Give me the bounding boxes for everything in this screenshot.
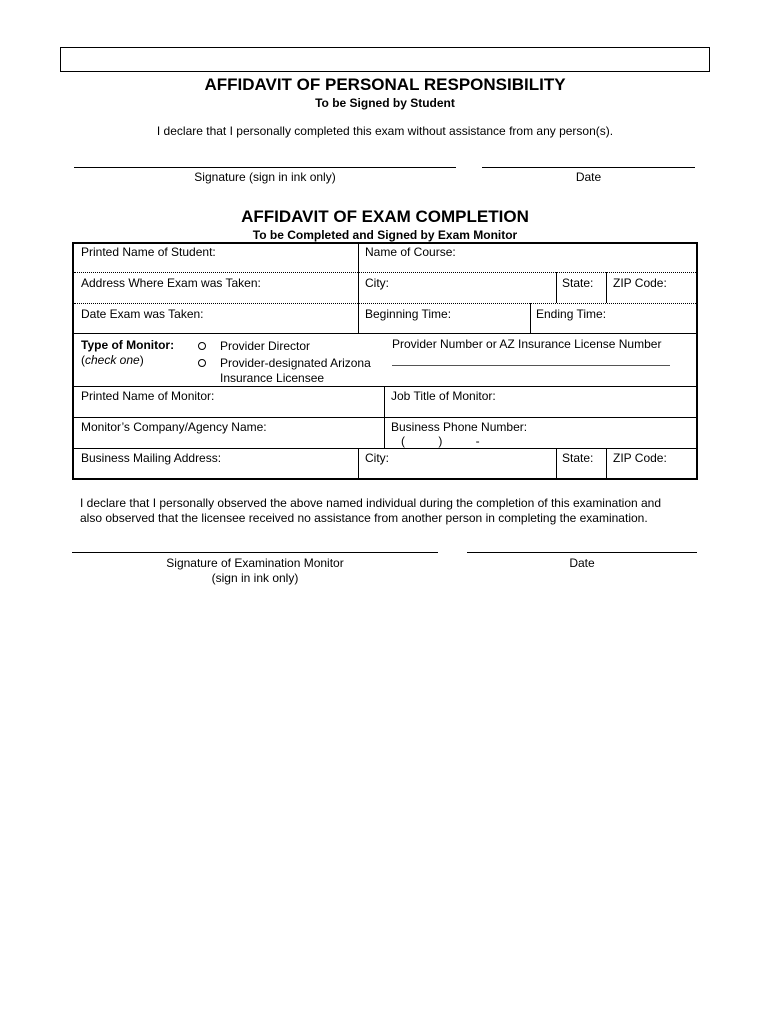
radio-provider-designated[interactable]	[198, 356, 206, 370]
student-date-label: Date	[575, 170, 602, 184]
column-divider	[606, 448, 607, 478]
monitor-declaration-line1: I declare that I personally observed the above named individual during the completion of this examination and	[80, 496, 662, 510]
city-label: City:	[365, 276, 389, 290]
address-exam-label: Address Where Exam was Taken:	[81, 276, 261, 290]
radio-circle-icon	[198, 342, 206, 350]
type-of-monitor-label: Type of Monitor:	[81, 338, 175, 352]
student-date-line[interactable]	[482, 167, 695, 168]
row-divider	[74, 417, 696, 418]
monitor-date-label: Date	[569, 556, 595, 570]
column-divider	[556, 272, 557, 303]
monitor-signature-line[interactable]	[72, 552, 438, 553]
header-box[interactable]	[60, 47, 710, 72]
row-divider	[74, 272, 696, 273]
affidavit-completion-title: AFFIDAVIT OF EXAM COMPLETION	[241, 207, 529, 226]
column-divider	[358, 448, 359, 478]
option-director-label: Provider Director	[220, 339, 311, 353]
phone-template[interactable]: ( ) -	[401, 434, 480, 448]
option-designated-label-2: Insurance Licensee	[220, 371, 325, 385]
job-title-label: Job Title of Monitor:	[391, 389, 496, 403]
row-divider	[74, 303, 696, 304]
monitor-signature-label: Signature of Examination Monitor	[166, 556, 344, 570]
monitor-declaration-line2: also observed that the licensee received no assistance from another person in completing the examination.	[80, 511, 648, 525]
state2-label: State:	[562, 451, 594, 465]
column-divider	[530, 303, 531, 333]
mailing-address-label: Business Mailing Address:	[81, 451, 222, 465]
monitor-date-line[interactable]	[467, 552, 697, 553]
exam-completion-table	[72, 242, 698, 480]
beginning-time-label: Beginning Time:	[365, 307, 452, 321]
column-divider	[384, 386, 385, 448]
zip2-label: ZIP Code:	[613, 451, 667, 465]
column-divider	[556, 448, 557, 478]
printed-name-student-label: Printed Name of Student:	[81, 245, 216, 259]
date-exam-label: Date Exam was Taken:	[81, 307, 204, 321]
city2-label: City:	[365, 451, 389, 465]
student-declaration: I declare that I personally completed this exam without assistance from any person(s).	[156, 124, 614, 138]
provider-number-label: Provider Number or AZ Insurance License Number	[392, 337, 662, 351]
printed-name-monitor-label: Printed Name of Monitor:	[81, 389, 215, 403]
monitor-signature-note: (sign in ink only)	[211, 571, 299, 585]
student-signature-line[interactable]	[74, 167, 456, 168]
zip-label: ZIP Code:	[613, 276, 667, 290]
check-one-note: (check one)	[81, 353, 144, 367]
state-label: State:	[562, 276, 594, 290]
check-one-text: check one	[85, 353, 140, 367]
row-divider	[74, 386, 696, 387]
business-phone-label: Business Phone Number:	[391, 420, 528, 434]
radio-circle-icon	[198, 359, 206, 367]
affidavit-responsibility-title: AFFIDAVIT OF PERSONAL RESPONSIBILITY	[204, 75, 566, 94]
company-name-label: Monitor’s Company/Agency Name:	[81, 420, 267, 434]
provider-number-line[interactable]	[392, 365, 670, 366]
affidavit-completion-subtitle: To be Completed and Signed by Exam Monitor	[252, 228, 518, 242]
row-divider	[74, 333, 696, 334]
radio-provider-director[interactable]	[198, 339, 206, 353]
row-divider	[74, 448, 696, 449]
ending-time-label: Ending Time:	[536, 307, 607, 321]
student-signature-label: Signature (sign in ink only)	[194, 170, 336, 184]
column-divider	[358, 244, 359, 333]
affidavit-responsibility-subtitle: To be Signed by Student	[315, 96, 455, 110]
option-designated-label-1: Provider-designated Arizona	[220, 356, 371, 370]
name-of-course-label: Name of Course:	[365, 245, 456, 259]
column-divider	[606, 272, 607, 303]
